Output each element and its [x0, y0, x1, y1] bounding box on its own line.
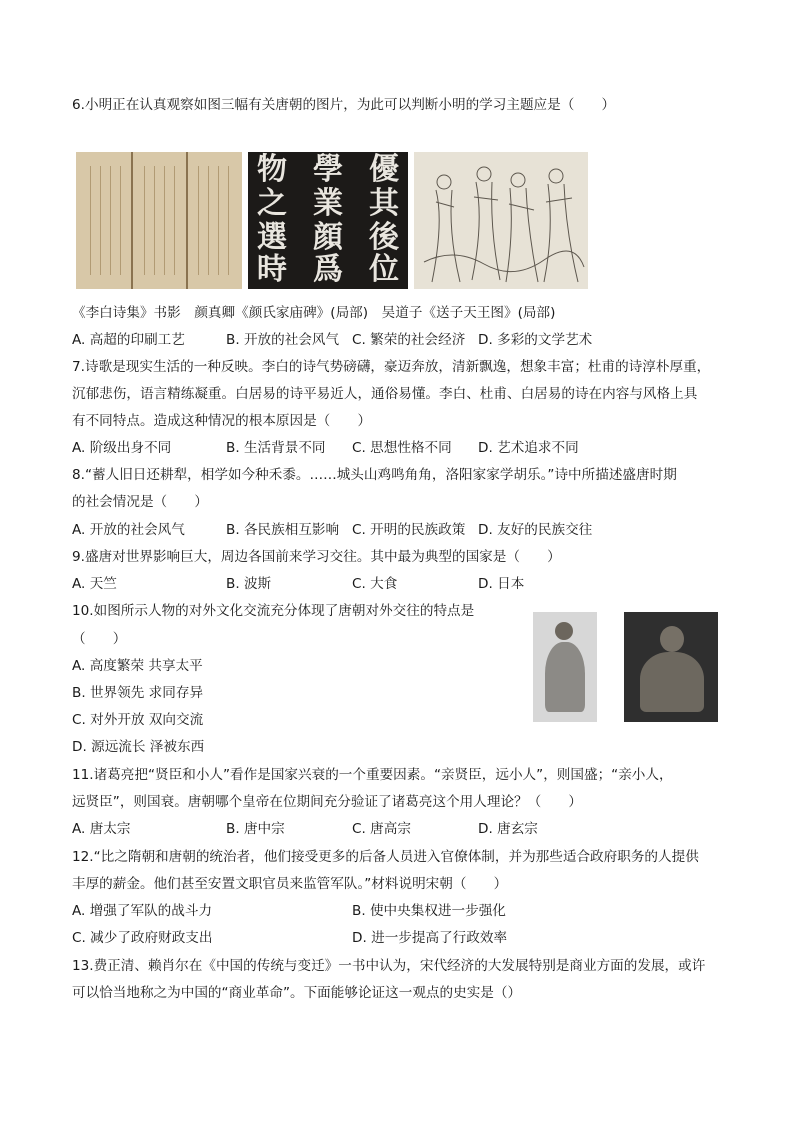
- q9-option-d[interactable]: D. 日本: [478, 576, 525, 592]
- question-7-line-2: 沉郁悲伤，语言精练凝重。白居易的诗平易近人，通俗易懂。李白、杜甫、白居易的诗在内容与风格上具: [72, 386, 698, 402]
- q11-option-d[interactable]: D. 唐玄宗: [478, 821, 538, 837]
- question-10-paren: （ ）: [72, 631, 127, 647]
- stele-char: 優: [369, 152, 399, 187]
- stele-char: 業: [313, 186, 343, 221]
- seated-statue-image: [624, 612, 718, 722]
- ancient-book-image: [76, 152, 242, 289]
- stele-char: 其: [369, 186, 399, 221]
- stele-char: 時: [257, 252, 287, 287]
- q8-option-c[interactable]: C. 开明的民族政策: [352, 522, 466, 538]
- calligraphy-stele-image: [248, 152, 408, 289]
- stele-char: 學: [313, 152, 343, 187]
- painting-image: [414, 152, 588, 289]
- question-13-line-2: 可以恰当地称之为中国的“商业革命”。下面能够论证这一观点的史实是（）: [72, 985, 522, 1001]
- question-8-line-2: 的社会情况是（ ）: [72, 494, 208, 510]
- q11-option-a[interactable]: A. 唐太宗: [72, 821, 131, 837]
- painting-figures-icon: [414, 152, 588, 289]
- question-11-line-1: 11.诸葛亮把“贤臣和小人”看作是国家兴衰的一个重要因素。“亲贤臣，远小人”，则国盛；“亲小人，: [72, 767, 673, 783]
- question-9-stem: 9.盛唐对世界影响巨大，周边各国前来学习交往。其中最为典型的国家是（ ）: [72, 549, 561, 565]
- stele-char: 之: [257, 186, 287, 221]
- stele-char: 爲: [313, 252, 343, 287]
- question-12-line-1: 12.“比之隋朝和唐朝的统治者，他们接受更多的后备人员进入官僚体制，并为那些适合政府职务的人提供: [72, 849, 699, 865]
- q6-option-c[interactable]: C. 繁荣的社会经济: [352, 332, 466, 348]
- monk-portrait-image: [533, 612, 597, 722]
- q8-option-a[interactable]: A. 开放的社会风气: [72, 522, 185, 538]
- stele-char: 物: [257, 152, 287, 187]
- q10-option-d[interactable]: D. 源远流长 泽被东西: [72, 739, 205, 755]
- question-7-line-3: 有不同特点。造成这种情况的根本原因是（ ）: [72, 413, 372, 429]
- q7-option-a[interactable]: A. 阶级出身不同: [72, 440, 172, 456]
- q12-option-a[interactable]: A. 增强了军队的战斗力: [72, 903, 213, 919]
- q11-option-b[interactable]: B. 唐中宗: [226, 821, 285, 837]
- question-6-caption: 《李白诗集》书影 颜真卿《颜氏家庙碑》(局部) 吴道子《送子天王图》(局部): [72, 305, 556, 321]
- q10-option-a[interactable]: A. 高度繁荣 共享太平: [72, 658, 203, 674]
- q6-option-d[interactable]: D. 多彩的文学艺术: [478, 332, 593, 348]
- question-8-line-1: 8.“蓄人旧日还耕犁，相学如今种禾黍。……城头山鸡鸣角角，洛阳家家学胡乐。”诗中所描述盛唐时期: [72, 467, 677, 483]
- question-11-line-2: 远贤臣”，则国衰。唐朝哪个皇帝在位期间充分验证了诸葛亮这个用人理论？（ ）: [72, 794, 583, 810]
- stele-char: 顔: [313, 220, 343, 255]
- q9-option-c[interactable]: C. 大食: [352, 576, 398, 592]
- question-12-line-2: 丰厚的薪金。他们甚至安置文职官员来监管军队。”材料说明宋朝（ ）: [72, 876, 508, 892]
- q7-option-b[interactable]: B. 生活背景不同: [226, 440, 326, 456]
- stele-char: 位: [369, 252, 399, 287]
- q10-option-c[interactable]: C. 对外开放 双向交流: [72, 712, 204, 728]
- q8-option-d[interactable]: D. 友好的民族交往: [478, 522, 593, 538]
- stele-char: 選: [257, 220, 287, 255]
- q6-option-b[interactable]: B. 开放的社会风气: [226, 332, 340, 348]
- q9-option-b[interactable]: B. 波斯: [226, 576, 272, 592]
- question-13-line-1: 13.费正清、赖肖尔在《中国的传统与变迁》一书中认为，宋代经济的大发展特别是商业方面的发展，或许: [72, 958, 706, 974]
- q11-option-c[interactable]: C. 唐高宗: [352, 821, 411, 837]
- stele-char: 後: [369, 220, 399, 255]
- q7-option-c[interactable]: C. 思想性格不同: [352, 440, 452, 456]
- q9-option-a[interactable]: A. 天竺: [72, 576, 117, 592]
- question-10-stem: 10.如图所示人物的对外文化交流充分体现了唐朝对外交往的特点是: [72, 603, 475, 619]
- q8-option-b[interactable]: B. 各民族相互影响: [226, 522, 340, 538]
- q7-option-d[interactable]: D. 艺术追求不同: [478, 440, 579, 456]
- q6-option-a[interactable]: A. 高超的印刷工艺: [72, 332, 185, 348]
- q10-option-b[interactable]: B. 世界领先 求同存异: [72, 685, 204, 701]
- q12-option-c[interactable]: C. 减少了政府财政支出: [72, 930, 213, 946]
- question-7-line-1: 7.诗歌是现实生活的一种反映。李白的诗气势磅礴，豪迈奔放，清新飘逸，想象丰富；杜甫的诗淳朴厚重，: [72, 359, 711, 375]
- q12-option-d[interactable]: D. 进一步提高了行政效率: [352, 930, 508, 946]
- q12-option-b[interactable]: B. 使中央集权进一步强化: [352, 903, 506, 919]
- question-6-stem: 6.小明正在认真观察如图三幅有关唐朝的图片，为此可以判断小明的学习主题应是（ ）: [72, 97, 616, 113]
